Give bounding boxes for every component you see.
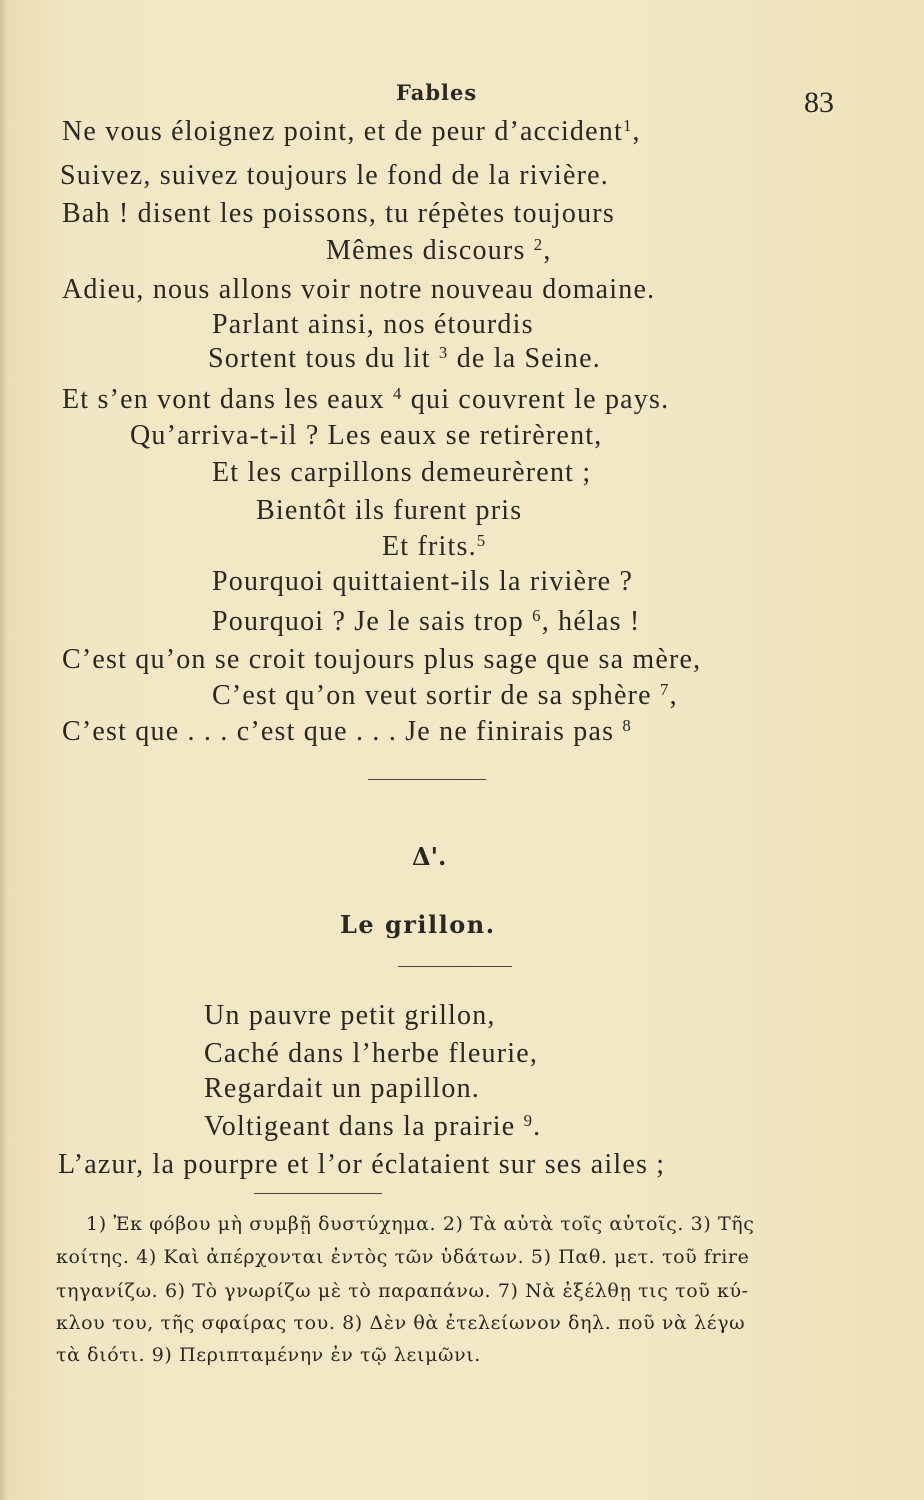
verse-line: C’est qu’on se croit toujours plus sage que sa mère,: [62, 644, 702, 675]
verse-line: Caché dans l’herbe fleurie,: [204, 1038, 539, 1069]
verse-line: Qu’arriva-t-il ? Les eaux se retirèrent,: [130, 420, 603, 451]
verse-line: Pourquoi ? Je le sais trop $^6$, hélas !: [212, 605, 641, 637]
verse-line: Mêmes discours $^2$,: [326, 234, 552, 266]
page-spine-shadow: [0, 0, 8, 1500]
footnote-line: κοίτης. 4) Καὶ ἀπέρχονται ἐντὸς τῶν ὑδάτων. 5) Παθ. μετ. τοῦ frire: [56, 1246, 750, 1268]
section-title: Le grillon.: [340, 910, 496, 939]
verse-line: Ne vous éloignez point, et de peur d’accident$^1$,: [62, 115, 641, 147]
verse-line: Parlant ainsi, nos étourdis: [212, 309, 534, 340]
verse-line: C’est qu’on veut sortir de sa sphère $^7$,: [212, 679, 678, 711]
verse-line: Adieu, nous allons voir notre nouveau domaine.: [62, 274, 656, 305]
footnote-divider: [254, 1193, 382, 1194]
verse-line: Regardait un papillon.: [204, 1073, 481, 1104]
verse-line: Et s’en vont dans les eaux $^4$ qui couvrent le pays.: [62, 383, 670, 415]
page-number: 83: [804, 86, 834, 119]
verse-line: Pourquoi quittaient-ils la rivière ?: [212, 566, 634, 597]
verse-line: Bah ! disent les poissons, tu répètes toujours: [62, 198, 615, 229]
verse-line: Un pauvre petit grillon,: [204, 1000, 496, 1031]
verse-line: Et frits.$^5$: [382, 530, 487, 562]
verse-line: Voltigeant dans la prairie $^9$.: [204, 1110, 542, 1142]
section-divider: [368, 779, 486, 780]
footnote-line: κλου του, τῆς σφαίρας του. 8) Δὲν θὰ ἐτελείωνον δηλ. ποῦ νὰ λέγω: [56, 1312, 746, 1334]
verse-line: Et les carpillons demeurèrent ;: [212, 457, 592, 488]
verse-line: Suivez, suivez toujours le fond de la rivière.: [60, 160, 609, 191]
footnote-line: τὰ διότι. 9) Περιπταμένην ἐν τῷ λειμῶνι.: [56, 1344, 481, 1366]
running-header: Fables: [396, 80, 478, 105]
verse-line: Sortent tous du lit $^3$ de la Seine.: [208, 342, 601, 374]
verse-line: L’azur, la pourpre et l’or éclataient sur ses ailes ;: [58, 1149, 666, 1180]
title-divider: [398, 966, 512, 967]
footnote-line: τηγανίζω. 6) Τὸ γνωρίζω μὲ τὸ παραπάνω. 7) Νὰ ἐξέλθῃ τις τοῦ κύ-: [56, 1280, 749, 1302]
verse-line: C’est que . . . c’est que . . . Je ne finirais pas $^8$: [62, 715, 632, 747]
section-number: Δ'.: [412, 842, 447, 871]
footnote-line: 1) Ἐκ φόβου μὴ συμβῇ δυστύχημα. 2) Τὰ αὐτὰ τοῖς αὐτοῖς. 3) Τῆς: [86, 1213, 755, 1235]
verse-line: Bientôt ils furent pris: [256, 495, 523, 526]
